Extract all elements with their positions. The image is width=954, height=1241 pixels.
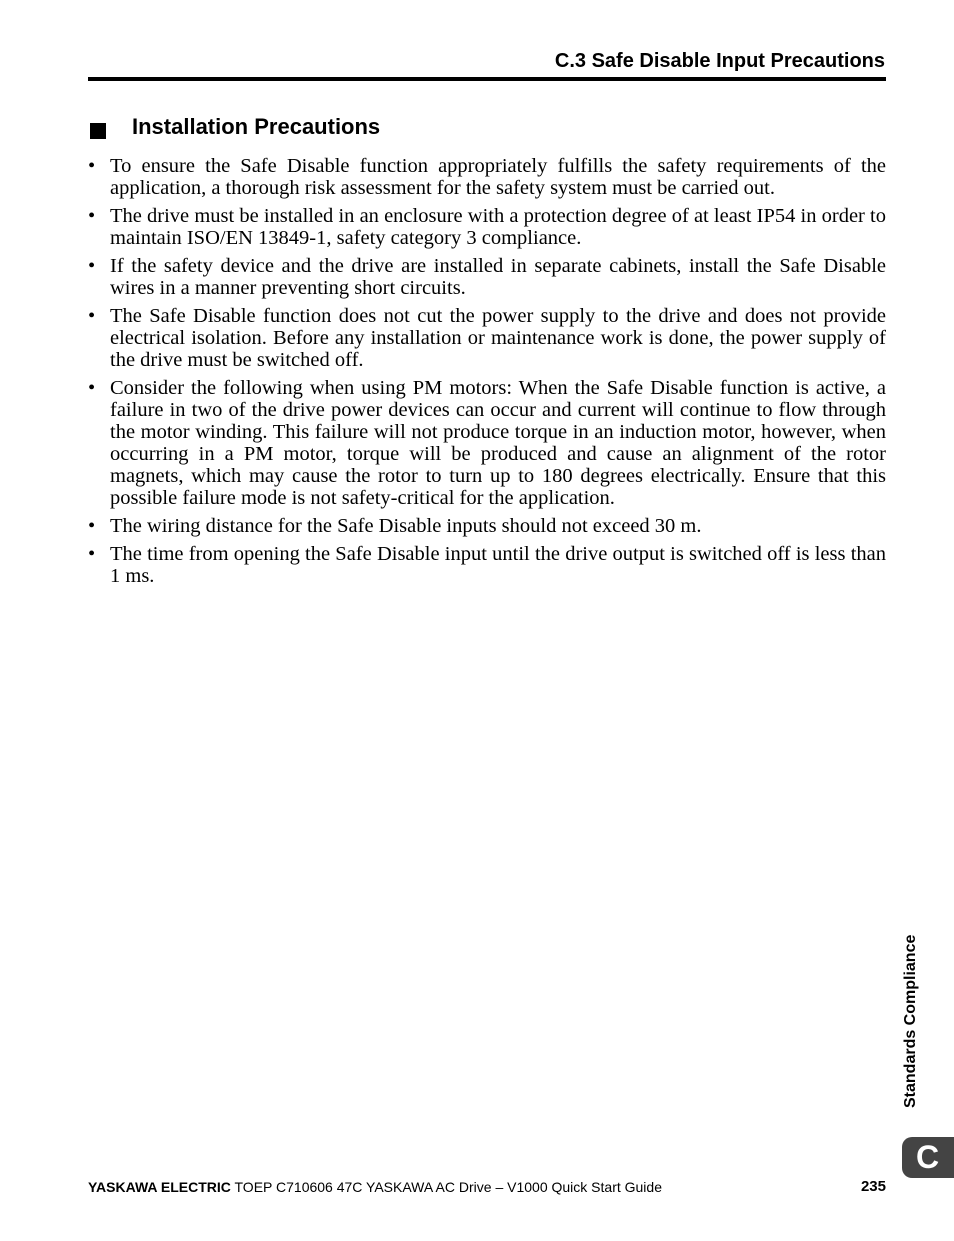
list-item-text: If the safety device and the drive are installed in separate cabinets, install the Safe Disable wires in a manner preventing short circuits.	[110, 255, 886, 299]
list-item-text: The drive must be installed in an enclosure with a protection degree of at least IP54 in order to maintain ISO/EN 13849-1, safety category 3 compliance.	[110, 205, 886, 249]
running-header-title: C.3 Safe Disable Input Precautions	[554, 50, 885, 72]
bullet-icon: •	[88, 205, 96, 227]
bullet-icon: •	[88, 377, 96, 399]
list-item	[88, 515, 886, 537]
list-item-text: The wiring distance for the Safe Disable inputs should not exceed 30 m.	[110, 515, 702, 537]
list-item	[88, 377, 886, 509]
footer-doc: TOEP C710606 47C YASKAWA AC Drive – V1000 Quick Start Guide	[230, 1179, 662, 1195]
chapter-tab[interactable]: C	[902, 1137, 954, 1178]
list-item-text: The time from opening the Safe Disable input until the drive output is switched off is less than 1 ms.	[110, 543, 886, 587]
footer-brand: YASKAWA ELECTRIC	[88, 1179, 231, 1195]
bullet-icon: •	[88, 543, 96, 565]
list-item-text: To ensure the Safe Disable function appropriately fulfills the safety requirements of the application, a thorough risk assessment for the safety system must be carried out.	[110, 155, 886, 199]
list-item	[88, 205, 886, 249]
list-item	[88, 255, 886, 299]
precautions-list	[88, 155, 886, 593]
page-number: 235	[860, 1178, 886, 1195]
bullet-icon: •	[88, 155, 96, 177]
section-heading: Installation Precautions	[132, 114, 381, 139]
header-rule	[88, 77, 886, 81]
bullet-icon: •	[88, 515, 96, 537]
bullet-icon: •	[88, 305, 96, 327]
list-item-text: Consider the following when using PM motors: When the Safe Disable function is active, a failure in two of the drive power devices can occur and current will continue to flow through the motor winding. This failure will not produce torque in an induction motor, however, when occurring in a PM motor, torque will be produced and cause an alignment of the rotor magnets, which may cause the rotor to turn up to 180 degrees electrically. Ensure that this possible failure mode is not safety-critical for the application.	[110, 377, 886, 509]
list-item	[88, 543, 886, 587]
list-item-text: The Safe Disable function does not cut the power supply to the drive and does not provide electrical isolation. Before any installation or maintenance work is done, the power supply of the drive must be switched off.	[110, 305, 886, 371]
list-item	[88, 155, 886, 199]
bullet-icon: •	[88, 255, 96, 277]
side-tab-label: Standards Compliance	[902, 934, 919, 1108]
list-item	[88, 305, 886, 371]
footer-info	[88, 1179, 662, 1195]
section-square-icon	[90, 123, 106, 139]
